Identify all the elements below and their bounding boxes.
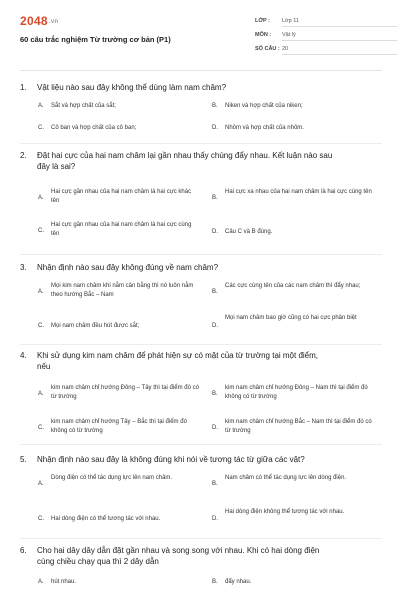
meta-label: LỚP : <box>255 18 270 24</box>
page-title: 60 câu trắc nghiệm Từ trường cơ bản (P1) <box>20 35 171 44</box>
option-letter: A. <box>38 391 44 397</box>
option-letter: D. <box>212 125 218 131</box>
meta-label: MÔN : <box>255 32 272 38</box>
page-header <box>0 0 400 60</box>
question-stem: Nhận định nào sau đây không đúng về nam châm? <box>37 263 219 272</box>
question-number: 3. <box>20 263 27 272</box>
option-text: Hai cực gần nhau của hai nam châm là hai cực cùng tên <box>51 222 192 237</box>
option-text: kim nam châm chỉ hướng Bắc – Nam thì tại điểm đó có từ trường <box>225 419 372 434</box>
option-text: kim nam châm chỉ hướng Tây – Bắc thì tại điểm đó không có từ trường <box>51 419 187 434</box>
meta-value: Vật lý <box>282 32 296 38</box>
meta-value: Lớp 11 <box>282 18 299 24</box>
question-text <box>20 262 382 273</box>
meta-value: 20 <box>282 46 289 52</box>
option-letter: C. <box>38 125 44 131</box>
option-letter: A. <box>38 103 44 109</box>
option-text: Mọi nam châm bao giờ cũng có hai cực phân biệt <box>225 315 357 321</box>
option-text: Hai dòng điện có thể tương tác với nhau. <box>51 516 161 522</box>
option-text: Mọi kim nam châm khi nằm cân bằng thì nó luôn nằm theo hướng Bắc – Nam <box>51 283 194 298</box>
option-text: đẩy nhau. <box>225 579 252 585</box>
option-letter: A. <box>38 579 44 585</box>
option-letter: C. <box>38 516 44 522</box>
question-text <box>20 82 382 93</box>
question-2 <box>20 150 382 172</box>
question-stem-cont: đây là sai? <box>37 162 76 171</box>
divider <box>20 444 382 445</box>
question-stem: Đặt hai cực của hai nam châm lại gần nhau thấy chúng đẩy nhau. Kết luận nào sau <box>37 151 333 160</box>
header-divider <box>20 70 382 71</box>
option-letter: A. <box>38 481 44 487</box>
option-letter: C. <box>38 323 44 329</box>
option-text: Niken và hợp chất của niken; <box>225 103 303 109</box>
question-number: 4. <box>20 351 27 360</box>
option-text: kim nam châm chỉ hướng Đông – Tây thì tại điểm đó có từ trường <box>51 385 199 400</box>
option-letter: B. <box>212 481 218 487</box>
question-stem: Cho hai dây dây dẫn đặt gần nhau và song song với nhau. Khi có hai dòng điện <box>37 546 320 555</box>
question-number: 5. <box>20 455 27 464</box>
divider <box>20 143 382 144</box>
option-text: Nam châm có thể tác dụng lực lên dòng điện. <box>225 475 347 481</box>
site-logo[interactable] <box>20 14 58 28</box>
option-letter: B. <box>212 289 218 295</box>
logo-suffix: .vn <box>48 18 59 25</box>
question-stem-cont: cùng chiều chạy qua thì 2 dây dẫn <box>37 557 159 566</box>
option-text: Câu C và B đúng. <box>225 229 273 235</box>
divider <box>282 26 397 27</box>
question-text <box>20 545 382 567</box>
option-letter: D. <box>212 229 218 235</box>
divider <box>282 40 397 41</box>
option-text: Sắt và hợp chất của sắt; <box>51 103 116 109</box>
question-1 <box>20 82 382 93</box>
question-stem-cont: nếu <box>37 362 51 371</box>
option-letter: B. <box>212 103 218 109</box>
option-text: Hai cực xa nhau của hai nam châm là hai cực cùng tên <box>225 189 372 195</box>
question-number: 1. <box>20 83 27 92</box>
divider <box>20 254 382 255</box>
question-text <box>20 350 382 372</box>
logo-main: 2048 <box>20 14 48 28</box>
option-letter: C. <box>38 228 44 234</box>
divider <box>20 538 382 539</box>
option-text: Hai cực gần nhau của hai nam châm là hai cực khác tên <box>51 189 192 204</box>
option-letter: C. <box>38 425 44 431</box>
option-letter: B. <box>212 195 218 201</box>
divider <box>20 344 382 345</box>
option-letter: D. <box>212 516 218 522</box>
option-letter: D. <box>212 425 218 431</box>
option-text: Cô ban và hợp chất của cô ban; <box>51 125 137 131</box>
option-letter: D. <box>212 323 218 329</box>
option-text: Dòng điện có thể tác dụng lực lên nam châm. <box>51 475 173 481</box>
option-text: Mọi nam châm đều hút được sắt; <box>51 323 140 329</box>
option-text: hút nhau. <box>51 579 77 585</box>
option-text: kim nam châm chỉ hướng Đông – Nam thì tại điểm đó không có từ trường <box>225 385 368 400</box>
question-stem: Vật liệu nào sau đây không thể dùng làm nam châm? <box>37 83 227 92</box>
option-letter: A. <box>38 289 44 295</box>
question-stem: Khi sử dụng kim nam châm để phát hiện sự có mặt của từ trường tại một điểm, <box>37 351 319 360</box>
option-text: Các cực cùng tên của các nam châm thì đẩy nhau; <box>225 283 361 289</box>
option-text: Nhôm và hợp chất của nhôm. <box>225 125 304 131</box>
question-text <box>20 454 382 465</box>
option-letter: B. <box>212 391 218 397</box>
option-text: Hai dòng điện không thể tương tác với nhau. <box>225 509 345 515</box>
option-letter: A. <box>38 195 44 201</box>
question-text <box>20 150 382 172</box>
question-4 <box>20 350 382 372</box>
divider <box>282 54 397 55</box>
question-number: 6. <box>20 546 27 555</box>
option-letter: B. <box>212 579 218 585</box>
question-6 <box>20 545 382 567</box>
question-5 <box>20 454 382 465</box>
question-number: 2. <box>20 151 27 160</box>
question-3 <box>20 262 382 273</box>
meta-label: SỐ CÂU : <box>255 46 280 52</box>
question-stem: Nhận định nào sau đây là không đúng khi nói về tương tác từ giữa các vật? <box>37 455 305 464</box>
